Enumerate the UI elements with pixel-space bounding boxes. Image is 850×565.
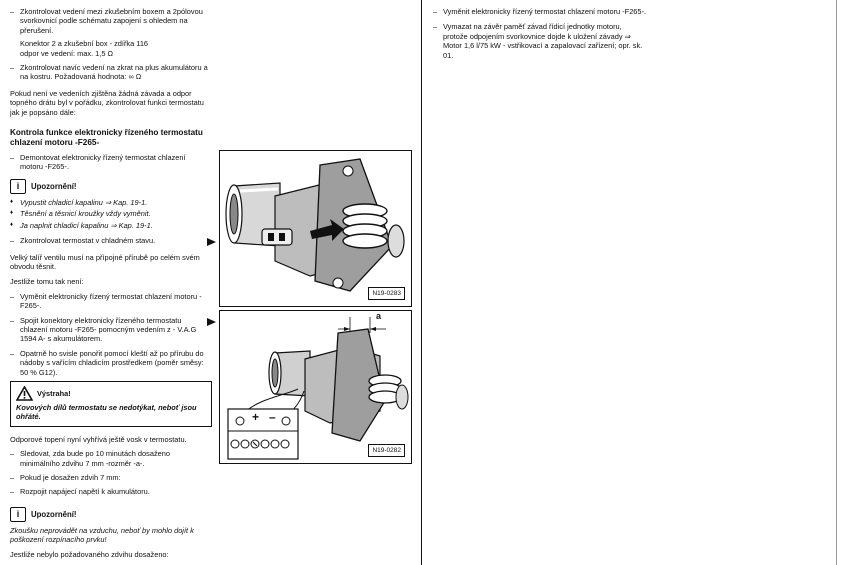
paragraph: Odporové topení nyní vyhřívá ještě vosk v termostatu. [10, 434, 187, 444]
list-item: – Rozpojit napájecí napětí k akumulátoru. [10, 487, 208, 496]
bullet-item: ♦ Těsnění a těsnicí kroužky vždy vyměnit. [10, 209, 208, 218]
info-icon: i [10, 507, 26, 522]
column-divider [421, 0, 422, 565]
dimension-label-a: a [376, 311, 382, 321]
paragraph: Jestliže nebylo požadovaného zdvihu dosaženo: [10, 549, 169, 559]
bullet-item: ♦ Ja naplnit chladicí kapalinu ⇒ Kap. 19-1. [10, 221, 208, 230]
pointer-arrow [207, 238, 216, 246]
list-item: – Zkontrolovat termostat v chladném stavu. [10, 236, 208, 245]
warning-header [16, 386, 206, 401]
plus-sign: + [252, 410, 260, 424]
note-header [10, 507, 208, 522]
paragraph: Jestliže tomu tak není: [10, 277, 84, 287]
warning-box [10, 381, 212, 427]
figure-label: N19-0282 [368, 444, 405, 457]
left-text-column [10, 7, 208, 565]
list-item: – Vymazat na závěr paměť závad řídicí jednotky motoru, protože odpojením svorkovnice dojde k uložení závady ⇒ Motor 1,6 l/75 kW - vstřikovací a zapalovací zařízení; opr. sk. 01. [433, 22, 648, 60]
list-item: – Demontovat elektronicky řízený termostat chlazení motoru -F265-. [10, 153, 208, 172]
page-edge-rule [836, 0, 837, 565]
connector-line-2: odpor ve vedení: max. 1,5 Ω [20, 48, 114, 58]
list-item: – Spojit konektory elektronicky řízeného termostatu chlazení motoru -F265- pomocným vedením z - V.A.G 1594 A- s akumulátorem. [10, 316, 208, 344]
figure-label: N19-0283 [368, 287, 405, 300]
figure-thermostat-heated [219, 310, 412, 464]
warning-title: Výstraha! [37, 388, 71, 398]
thermostat-drawing [220, 151, 411, 306]
warning-text: Kovových dílů termostatu se nedotýkat, neboť jsou ohřáté. [16, 402, 197, 422]
bullet-item: ♦ Vypustit chladicí kapalinu ⇒ Kap. 19-1. [10, 198, 208, 207]
list-item: – Zkontrolovat vedení mezi zkušebním boxem a 2pólovou svorkovnicí podle schématu zapojení s ohledem na přerušení. [10, 7, 208, 35]
note-title: Upozornění! [31, 509, 77, 519]
pointer-arrow [207, 318, 216, 326]
figure-thermostat-cold [219, 150, 412, 307]
paragraph: Velký talíř ventilu musí na přípojné přírubě po celém svém obvodu těsnit. [10, 252, 200, 271]
list-item: – Vyměnit elektronicky řízený termostat chlazení motoru -F265-. [10, 292, 208, 311]
connector-note [10, 39, 208, 58]
note-text: Zkoušku neprovádět na vzduchu, neboť by mohlo dojít k poškození rozpínacího prvku! [10, 525, 194, 545]
minus-sign: – [269, 410, 276, 424]
paragraph: Pokud není ve vedeních zjištěna žádná závada a odpor topného drátu byl v pořádku, zkontrolovat funkci termostatu jak je popsáno dále: [10, 88, 204, 117]
list-item: – Opatrně ho svisle ponořit pomocí kleští až po přírubu do nádoby s vařícím chladicím prostředkem (poměr směsy: 50 % G12). [10, 349, 208, 377]
connector-line-1: Konektor 2 a zkušební box - zdířka 116 [20, 39, 149, 49]
info-icon: i [10, 179, 26, 194]
thermostat-test-drawing [220, 311, 411, 463]
note-header [10, 179, 208, 194]
warning-triangle-icon [16, 386, 33, 401]
list-item: – Pokud je dosažen zdvih 7 mm: [10, 473, 208, 482]
list-item: – Zkontrolovat navíc vedení na zkrat na plus akumulátoru a na kostru. Požadovaná hodnota: ∞ Ω [10, 63, 208, 82]
note-title: Upozornění! [31, 181, 77, 191]
list-item: – Vyměnit elektronicky řízený termostat chlazení motoru -F265-. [433, 7, 648, 16]
list-item: – Sledovat, zda bude po 10 minutách dosaženo minimálního zdvihu 7 mm -rozměr -a-. [10, 449, 208, 468]
right-text-column [433, 7, 648, 65]
section-heading: Kontrola funkce elektronicky řízeného termostatu chlazení motoru -F265- [10, 128, 203, 148]
